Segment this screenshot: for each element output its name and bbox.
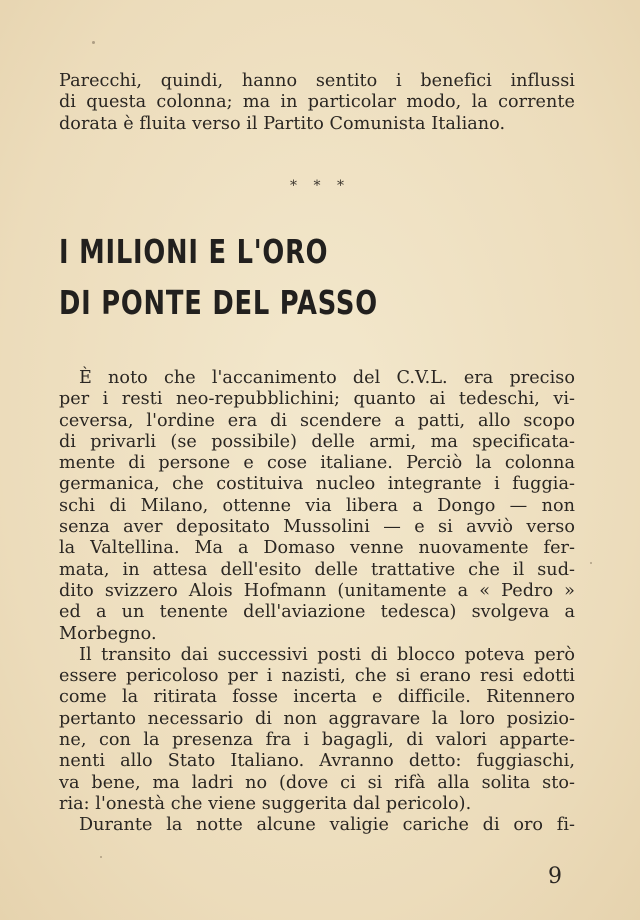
chapter-title-line-2: DI PONTE DEL PASSO [59,283,378,322]
text-line: per i resti neo-repubblichini; quanto ai tedeschi, vi- [59,389,575,410]
text-line: È noto che l'accanimento del C.V.L. era preciso [79,368,575,388]
text-line: va bene, ma ladri no (dove ci si rifà alla solita sto- [59,772,575,793]
text-line: dito svizzero Alois Hofmann (unitamente a « Pedro » [59,580,575,601]
text-line: ne, con la presenza fra i bagagli, di valori apparte- [59,730,575,751]
text-line: come la ritirata fosse incerta e difficile. Ritennero [59,687,575,708]
text-line: Morbegno. [59,623,157,644]
text-line: germanica, che costituiva nucleo integrante i fuggia- [59,474,575,495]
text-line: di privarli (se possibile) delle armi, ma specificata- [59,431,575,452]
body-text [59,368,575,837]
text-line: pertanto necessario di non aggravare la loro posizio- [59,708,575,729]
text-line: nenti allo Stato Italiano. Avranno detto: fuggiaschi, [59,751,575,772]
text-line: mente di persone e cose italiane. Perciò la colonna [59,453,575,474]
text-line: ed a un tenente dell'aviazione tedesca) svolgeva a [59,602,575,623]
text-line: dorata è fluita verso il Partito Comunista Italiano. [59,113,506,134]
text-line: la Valtellina. Ma a Domaso venne nuovamente fer- [59,538,575,559]
intro-paragraph [59,71,575,135]
text-line: mata, in attesa dell'esito delle trattative che il sud- [59,559,575,580]
text-line: Durante la notte alcune valigie cariche di oro fi- [79,815,575,836]
paper-speck [92,41,95,44]
text-line: senza aver depositato Mussolini — e si avviò verso [59,517,575,538]
text-line: schi di Milano, ottenne via libera a Dongo — non [59,495,575,516]
text-line: ceversa, l'ordine era di scendere a patti, allo scopo [59,410,575,431]
paper-speck [590,562,592,564]
text-line: essere pericoloso per i nazisti, che si erano resi edotti [59,666,575,687]
chapter-title-line-1: I MILIONI E L'ORO [59,232,329,271]
text-line: ria: l'onestà che viene suggerita dal pericolo). [59,793,472,814]
page-number: 9 [548,864,562,889]
text-line: di questa colonna; ma in particolar modo, la corrente [59,92,575,113]
text-line: Il transito dai successivi posti di blocco poteva però [79,644,575,665]
paper-speck [100,856,102,858]
section-separator: * * * [290,178,350,194]
text-line: Parecchi, quindi, hanno sentito i benefici influssi [59,71,575,91]
